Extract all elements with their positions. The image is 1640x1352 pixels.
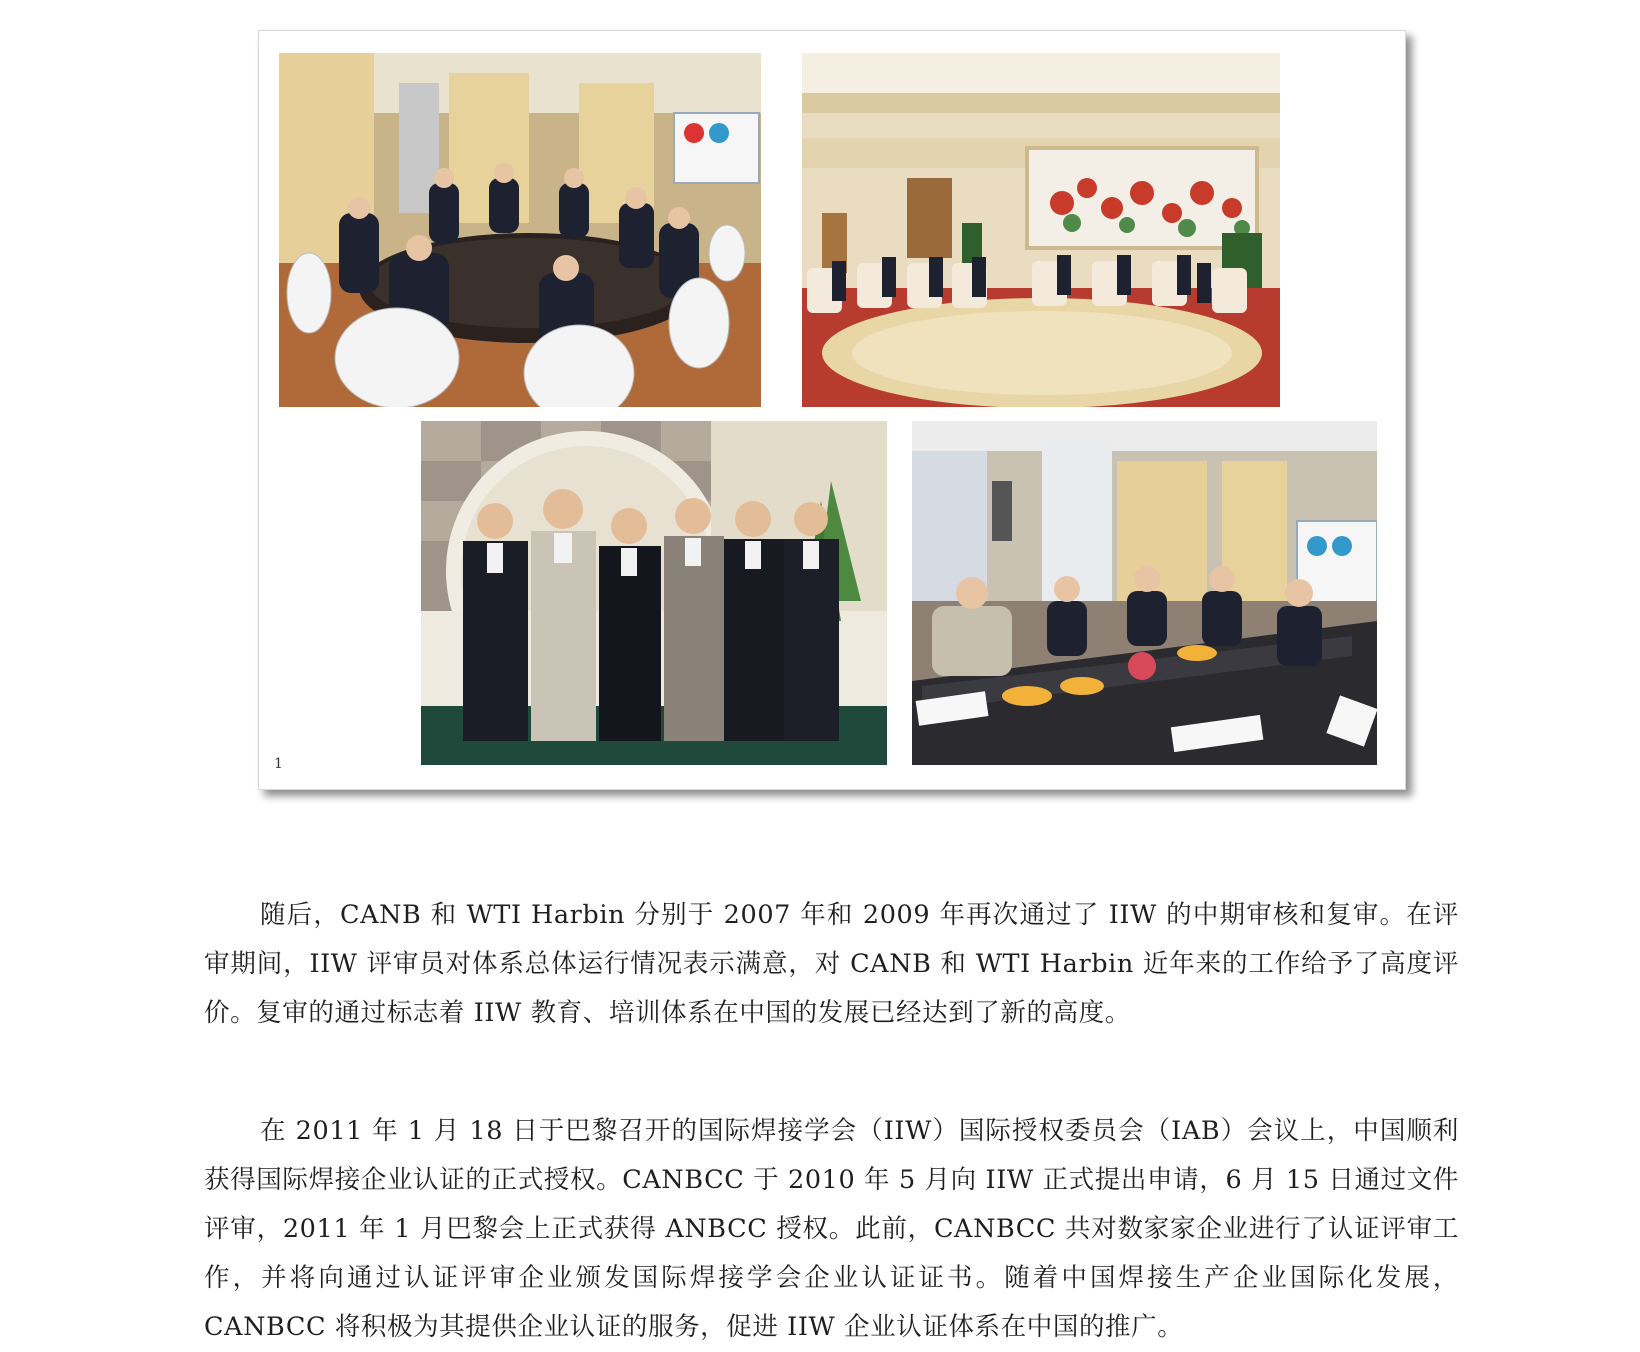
group-portrait-photo [421,421,887,765]
reception-hall-photo [802,53,1280,407]
paragraph-review-history: 随后，CANB 和 WTI Harbin 分别于 2007 年和 2009 年再次通过了 IIW 的中期审核和复审。在评审期间，IIW 评审员对体系总体运行情况表示满意，对 CANB 和 WTI Harbin 近年来的工作给予了高度评价。复审的通过标志着 IIW 教育、培训体系在中国的发展已经达到了新的高度。 [204,900,1459,1028]
meeting-room-round-table-photo [279,53,761,407]
page-mark: 1 [274,756,283,772]
paragraph-enterprise-certification: 在 2011 年 1 月 18 日于巴黎召开的国际焊接学会（IIW）国际授权委员会（IAB）会议上，中国顺利获得国际焊接企业认证的正式授权。CANBCC 于 2010 年 5 月向 IIW 正式提出申请，6 月 15 日通过文件评审，2011 年 1 月巴黎会上正式获得 ANBCC 授权。此前，CANBCC 共对数家家企业进行了认证评审工作，并将向通过认证评审企业颁发国际焊接学会企业认证证书。随着中国焊接生产企业国际化发展，CANBCC 将积极为其提供企业认证的服务，促进 IIW 企业认证体系在中国的推广。 [204,1116,1459,1342]
photo-panel [258,30,1406,790]
review-meeting-photo [912,421,1377,765]
